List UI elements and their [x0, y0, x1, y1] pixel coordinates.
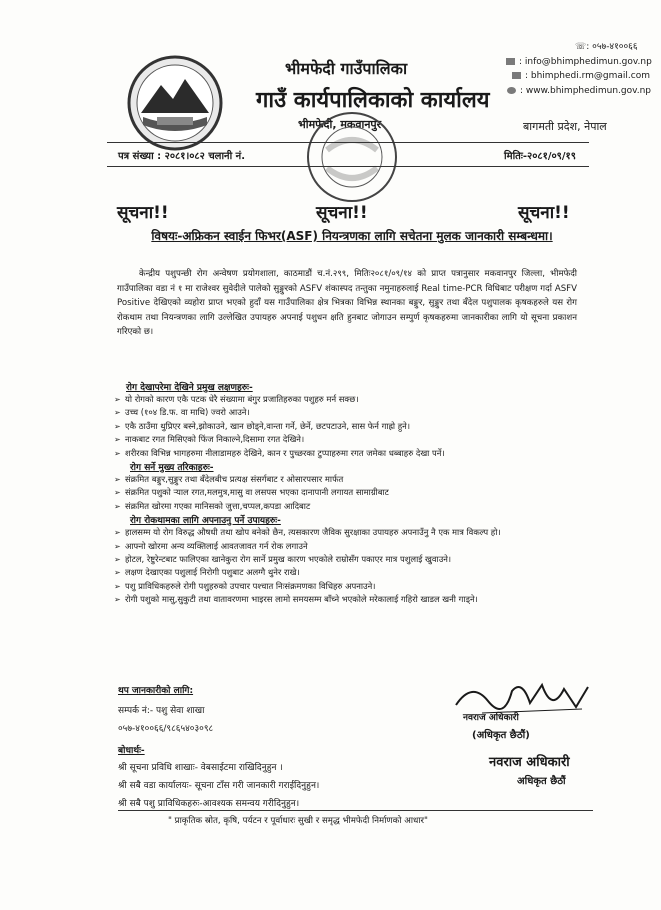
list-item: ➢ संक्रमित पशुको र्‍याल रगत,मलमुत्र,मासु वा लसपस भएका दानापानी लगायत सामाग्रीबाट	[114, 486, 584, 499]
office-stamp	[305, 110, 400, 205]
spread-list	[114, 473, 584, 513]
email-icon	[512, 72, 521, 79]
more-info-title: थप जानकारीको लागि:	[118, 686, 194, 696]
list-item: ➢ पशु प्राविधिकहरुले रोगी पशुहरुको उपचार पश्चात निःसंक्रमणका विधिहरु अपनाउने।	[114, 580, 584, 593]
signatory-title: अधिकृत छैठौं	[517, 776, 566, 787]
spread-title: रोग सर्ने मुख्य तरिकाहरुः-	[130, 463, 214, 474]
symptoms-list	[114, 393, 584, 460]
notice-heading-right: सूचना!!	[518, 203, 570, 223]
state-name: बागमती प्रदेश, नेपाल	[523, 120, 607, 133]
office-name: गाउँ कार्यपालिकाको कार्यालय	[256, 88, 490, 113]
email-line-1[interactable]: : info@bhimphedimun.gov.np	[506, 57, 652, 67]
list-item: ➢ नाकबाट रगत मिसिएको फिंज निकाल्ने,दिसामा रगत देखिने।	[114, 433, 584, 446]
list-item: ➢ लक्षण देखाएका पशुलाई निरोगी पशुबाट अलग्गै थुनेर राखे।	[114, 566, 584, 579]
list-item: ➢ रोगी पशुको मासु,सुकुटी तथा वातावरणमा भाइरस लामो समयसम्म बाँच्ने भएकोले मरेकालाई गहिरो खाडल खनी गाड्ने।	[114, 593, 584, 606]
notice-body	[114, 380, 584, 607]
ref-rule	[107, 166, 589, 167]
list-item: ➢ आफ्नो खोरमा अन्य व्यक्तिलाई आवतजावत गर्न रोक लगाउने	[114, 540, 584, 553]
list-item: ➢ संक्रमित बङ्गुर,सुङ्गुर तथा बँदेलबीच प्रत्यक्ष संसर्गबाट र ओसारपसार मार्फत	[114, 473, 584, 486]
letter-date: मितिः-२०८१/०९/१९	[504, 151, 576, 162]
list-item: ➢ उच्च (१०४ डि.फ. वा माथि) ज्वरो आउने।	[114, 406, 584, 419]
list-item: ➢ शरीरका विभिन्न भागहरुमा नीलाडामहरु देखिने, कान र पुच्छरका टुप्पाहरुमा रगत जमेका धब्बाहरु देखा पर्ने।	[114, 447, 584, 460]
list-item: ➢ हालसम्म यो रोग विरुद्ध औषधी तथा खोप बनेको छैन, त्यसकारण जैविक सुरक्षाका उपायहरु अपनाउँनु नै एक मात्र विकल्प हो।	[114, 526, 584, 539]
office-location: भीमफेदी, मकवानपुर	[298, 118, 382, 131]
symptoms-title: रोग देखापरेमा देखिने प्रमुख लक्षणहरुः-	[126, 383, 253, 393]
website-line[interactable]: : www.bhimphedimun.gov.np	[507, 86, 651, 96]
email-icon	[506, 58, 515, 65]
globe-icon	[507, 87, 516, 94]
list-item: ➢ एकै ठाउँमा थुप्रिएर बस्ने,झोकाउने, खान छोड्ने,वान्ता गर्ने, छेर्ने, छटपटाउने, सास फेर्न गाह्रो हुने।	[114, 420, 584, 433]
prevention-title: रोग रोकथामका लागि अपनाउनु पर्ने उपायहरुः-	[130, 516, 281, 527]
cc-line: श्री सबै वडा कार्यालयः- सूचना टाँस गरी जानकारी गराईदिनुहुन।	[118, 781, 320, 791]
municipality-name: भीमफेदी गाउँपालिका	[285, 59, 408, 78]
signatory-name-small: नवराज अधिकारी	[463, 713, 519, 723]
footer-rule	[118, 810, 593, 811]
footer-motto: " प्राकृतिक स्रोत, कृषि, पर्यटन र पूर्वाधारः सुखी र समृद्ध भीमफेदी निर्माणको आधार"	[168, 816, 428, 826]
phone-number: ☏: ०५७-४१००६६	[575, 42, 638, 52]
cc-title: बोधार्थः-	[118, 746, 145, 756]
notice-heading-left: सूचना!!	[117, 203, 169, 223]
signatory-name: नवराज अधिकारी	[489, 755, 570, 770]
list-item: ➢ होटल, रेष्टुरेन्टबाट फालिएका खानेकुरा रोग सार्ने प्रमुख कारण भएकोले राम्रोसँग पकाएर मात्र पशुलाई खुवाउने।	[114, 553, 584, 566]
more-info-phones: ०५७-४१००६६/९८६५४०३०९८	[118, 724, 214, 734]
municipality-logo	[127, 55, 223, 151]
header-rule	[107, 142, 589, 143]
more-info-contact: सम्पर्क नं:- पशु सेवा शाखा	[118, 706, 205, 716]
prevention-list	[114, 526, 584, 606]
intro-paragraph: केन्द्रीय पशुपन्छी रोग अन्वेषण प्रयोगशाला, काठमाडौं च.नं.२९९, मितिः२०८१/०९/१४ को प्राप्त पत्रानुसार मकवानपुर जिल्ला, भीमफेदी गाउँपालिका वडा नं १ मा राजेश्वर सुवेदीले पालेको सुङ्गुरको ASFV शंकास्पद तन्तुका नमुनाहरुलाई Real time-PCR विधिबाट परीक्षण गर्दा ASFV Positive देखिएको व्यहोरा प्राप्त भएको हुदाँ यस गाउँपालिका क्षेत्र भित्रका विभिन्न स्थानका बङ्गुर, सुङ्गुर तथा बँदेल पशुपालक कृषकहरुले यस रोग रोकथाम तथा नियन्त्रणका लागि उल्लेखित उपायहरु अपनाई पशुधन क्षति हुनबाट जोगाउन सम्पुर्ण कृषकहरुमा जानकारीका लागि यो सूचना प्रकाशन गरिएको छ।	[117, 269, 577, 338]
cc-line: श्री सूचना प्रविधि शाखाः- वेबसाईटमा राखिदिनुहुन ।	[118, 763, 283, 773]
reference-number: पत्र संख्या : २०८१।०८२ चलानी नं.	[118, 151, 246, 162]
notice-heading-center: सूचना!!	[316, 203, 368, 223]
signatory-title-small: (अधिकृत छैठौं)	[472, 730, 530, 741]
list-item: ➢ संक्रमित खोरमा गएका मानिसको जुत्ता,चप्पल,कपडा आदिबाट	[114, 500, 584, 513]
email-line-2[interactable]: : bhimphedi.rm@gmail.com	[512, 71, 650, 81]
subject-line: विषयः-अफ्रिकन स्वाईन फिभर(ASF) नियन्त्रणका लागि सचेतना मुलक जानकारी सम्बन्धमा।	[151, 229, 553, 243]
cc-line: श्री सबै पशु प्राविधिकहरुः-आवश्यक समन्वय गरीदिनुहुन।	[118, 799, 300, 809]
list-item: ➢ यो रोगको कारण एकै पटक धेरै संख्यामा बंगुर प्रजातिहरुका पशुहरु मर्न सक्छ।	[114, 393, 584, 406]
